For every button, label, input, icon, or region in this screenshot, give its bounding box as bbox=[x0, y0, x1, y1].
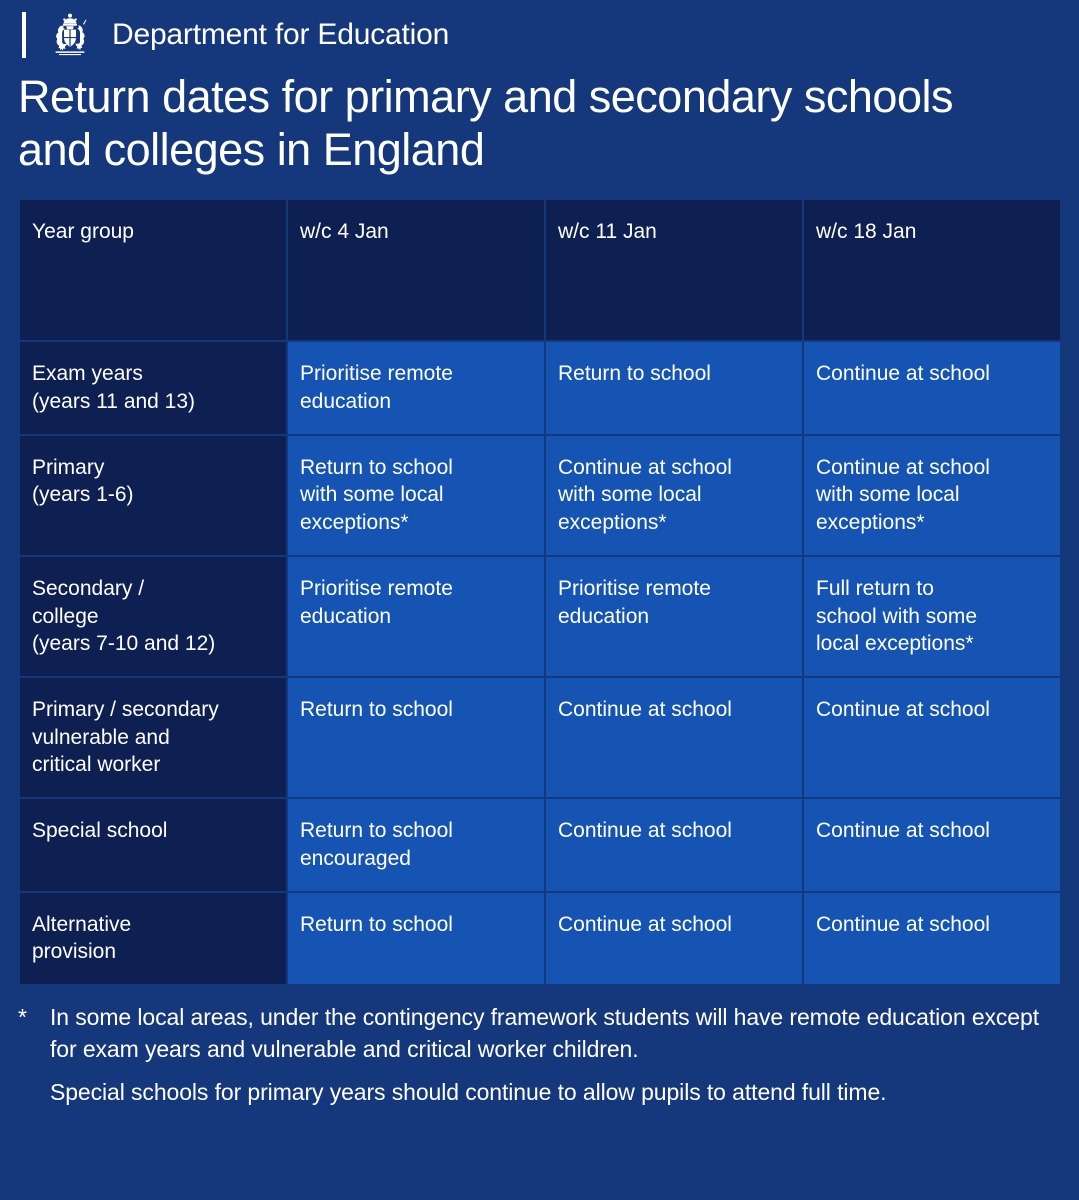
row-header-alternative-provision: Alternative provision bbox=[20, 893, 286, 984]
footnote-text: Special schools for primary years should continue to allow pupils to attend full time. bbox=[50, 1079, 887, 1106]
table-row bbox=[20, 799, 1060, 890]
footnote-text: In some local areas, under the contingency framework students will have remote education except for exam years and vulnerable and critical worker children. bbox=[50, 1003, 1039, 1062]
column-header-wc-11-jan: w/c 11 Jan bbox=[546, 200, 802, 340]
column-header-wc-18-jan: w/c 18 Jan bbox=[804, 200, 1060, 340]
uk-royal-coat-of-arms-crest-icon bbox=[42, 11, 98, 59]
cell-exam-years-wc4: Prioritise remote education bbox=[288, 342, 544, 433]
cell-secondary-wc11: Prioritise remote education bbox=[546, 557, 802, 676]
cell-primary-wc11: Continue at school with some local exceptions* bbox=[546, 436, 802, 555]
cell-secondary-wc18: Full return to school with some local exceptions* bbox=[804, 557, 1060, 676]
table-row bbox=[20, 893, 1060, 984]
cell-exam-years-wc11: Return to school bbox=[546, 342, 802, 433]
brand-header bbox=[0, 0, 1079, 56]
cell-special-school-wc4: Return to school encouraged bbox=[288, 799, 544, 890]
row-header-vulnerable-critical-worker: Primary / secondary vulnerable and critical worker bbox=[20, 678, 286, 797]
cell-vulnerable-wc11: Continue at school bbox=[546, 678, 802, 797]
table-row bbox=[20, 678, 1060, 797]
footnotes bbox=[0, 1002, 1079, 1109]
footnote-asterisk bbox=[18, 1002, 1049, 1065]
cell-vulnerable-wc4: Return to school bbox=[288, 678, 544, 797]
cell-exam-years-wc18: Continue at school bbox=[804, 342, 1060, 433]
cell-alternative-provision-wc11: Continue at school bbox=[546, 893, 802, 984]
table-row bbox=[20, 436, 1060, 555]
page-title: Return dates for primary and secondary schools and colleges in England bbox=[18, 71, 953, 176]
cell-alternative-provision-wc4: Return to school bbox=[288, 893, 544, 984]
footnote-special-schools bbox=[18, 1077, 1049, 1109]
row-header-special-school: Special school bbox=[20, 799, 286, 890]
column-header-wc-4-jan: w/c 4 Jan bbox=[288, 200, 544, 340]
table-header bbox=[20, 200, 1060, 340]
table-row bbox=[20, 557, 1060, 676]
row-header-secondary-college: Secondary / college (years 7-10 and 12) bbox=[20, 557, 286, 676]
table-header-row bbox=[20, 200, 1060, 340]
schedule-table-container bbox=[18, 198, 1058, 986]
cell-special-school-wc18: Continue at school bbox=[804, 799, 1060, 890]
cell-special-school-wc11: Continue at school bbox=[546, 799, 802, 890]
cell-primary-wc4: Return to school with some local exceptions* bbox=[288, 436, 544, 555]
vertical-rule-icon bbox=[22, 12, 26, 58]
row-header-exam-years: Exam years (years 11 and 13) bbox=[20, 342, 286, 433]
return-dates-table bbox=[18, 198, 1062, 986]
cell-vulnerable-wc18: Continue at school bbox=[804, 678, 1060, 797]
row-header-primary: Primary (years 1-6) bbox=[20, 436, 286, 555]
column-header-year-group: Year group bbox=[20, 200, 286, 340]
table-row bbox=[20, 342, 1060, 433]
table-body bbox=[20, 342, 1060, 984]
cell-alternative-provision-wc18: Continue at school bbox=[804, 893, 1060, 984]
footnote-marker: * bbox=[18, 1003, 27, 1030]
cell-secondary-wc4: Prioritise remote education bbox=[288, 557, 544, 676]
cell-primary-wc18: Continue at school with some local exceptions* bbox=[804, 436, 1060, 555]
brand-name: Department for Education bbox=[112, 18, 450, 51]
